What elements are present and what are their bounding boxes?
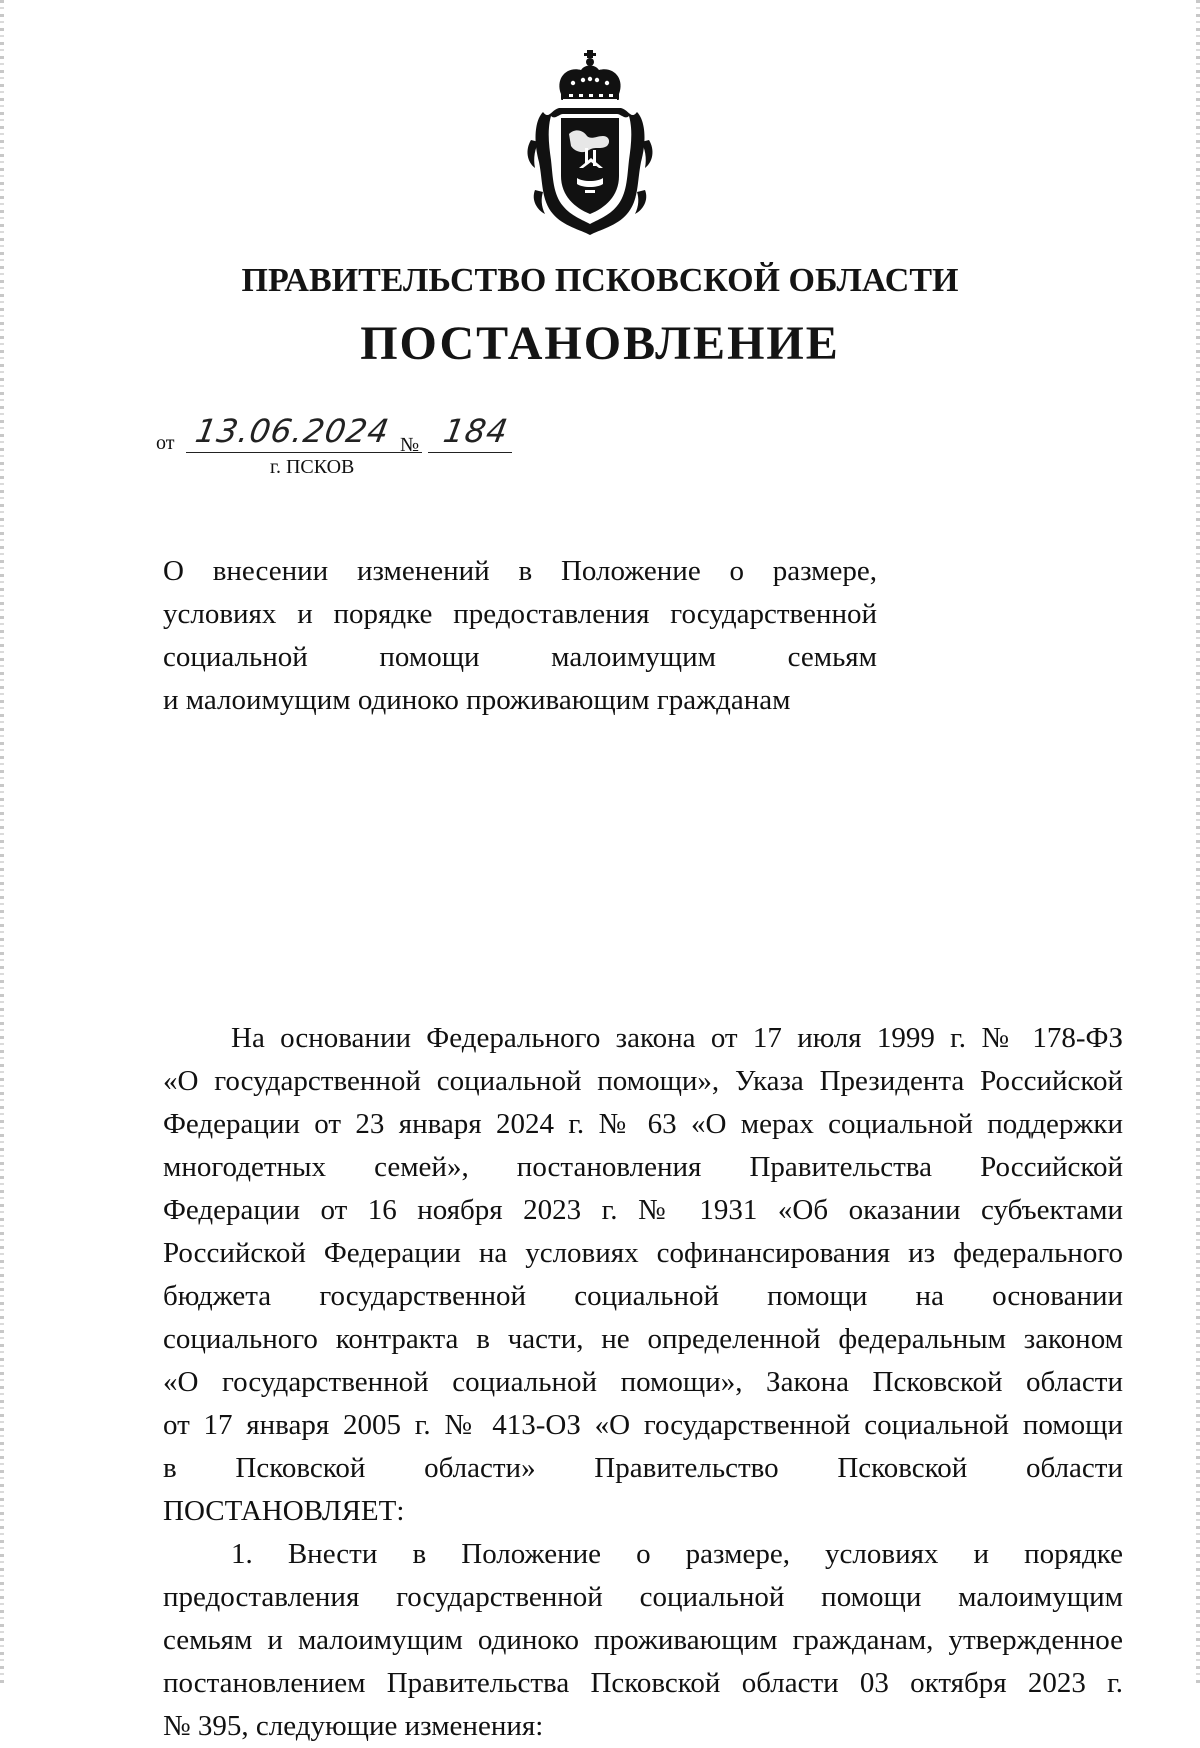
subject-line: социальной помощи малоимущим семьям <box>163 641 877 673</box>
date-prefix: от <box>156 432 175 454</box>
body-line: предоставления государственной социальной помощи малоимущим <box>163 1581 1123 1613</box>
body-line: «О государственной социальной помощи», Указа Президента Российской <box>163 1065 1123 1097</box>
handwritten-date: 13.06.2024 <box>192 412 393 450</box>
body-line: «О государственной социальной помощи», Закона Псковской области <box>163 1366 1123 1398</box>
body-line: ПОСТАНОВЛЯЕТ: <box>163 1495 405 1527</box>
body-line: № 395, следующие изменения: <box>163 1710 544 1742</box>
scan-edge-left <box>0 0 4 1686</box>
subject-line: О внесении изменений в Положение о размере, <box>163 555 877 587</box>
government-title: ПРАВИТЕЛЬСТВО ПСКОВСКОЙ ОБЛАСТИ <box>241 262 959 299</box>
body-line: семьям и малоимущим одиноко проживающим гражданам, утвержденное <box>163 1624 1123 1656</box>
body-line: Федерации от 23 января 2024 г. № 63 «О мерах социальной поддержки <box>163 1108 1123 1140</box>
subject-line: и малоимущим одиноко проживающим гражданам <box>163 684 791 716</box>
document-subject <box>163 550 877 722</box>
body-line: Российской Федерации на условиях софинансирования из федерального <box>163 1237 1123 1269</box>
body-line: Федерации от 16 ноября 2023 г. № 1931 «Об оказании субъектами <box>163 1194 1123 1226</box>
body-line: социального контракта в части, не определенной федеральным законом <box>163 1323 1123 1355</box>
scan-edge-right <box>1196 0 1200 1686</box>
document-body <box>163 1017 1123 1748</box>
document-type-title: ПОСТАНОВЛЕНИЕ <box>360 317 840 370</box>
body-line: многодетных семей», постановления Правительства Российской <box>163 1151 1123 1183</box>
body-line: 1. Внести в Положение о размере, условиях и порядке <box>231 1538 1123 1570</box>
number-field <box>428 412 512 453</box>
handwritten-number: 184 <box>440 412 512 450</box>
number-sign: № <box>400 434 420 456</box>
body-line: от 17 января 2005 г. № 413-ОЗ «О государственной социальной помощи <box>163 1409 1123 1441</box>
body-line: На основании Федерального закона от 17 июля 1999 г. № 178-ФЗ <box>231 1022 1123 1054</box>
body-line: бюджета государственной социальной помощи на основании <box>163 1280 1123 1312</box>
city-label: г. ПСКОВ <box>270 456 355 478</box>
pskov-coat-of-arms-icon <box>525 50 655 235</box>
subject-line: условиях и порядке предоставления государственной <box>163 598 877 630</box>
body-line: в Псковской области» Правительство Псковской области <box>163 1452 1123 1484</box>
registration-block <box>156 412 556 492</box>
date-field <box>186 412 422 453</box>
body-line: постановлением Правительства Псковской области 03 октября 2023 г. <box>163 1667 1123 1699</box>
